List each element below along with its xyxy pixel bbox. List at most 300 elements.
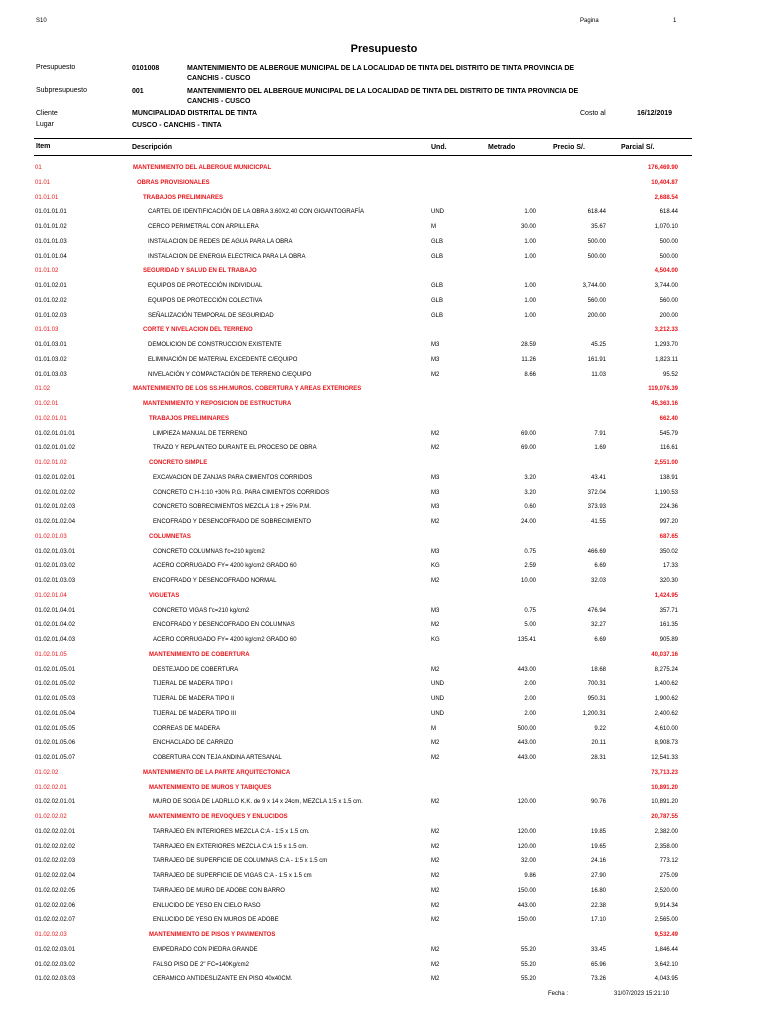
item-unit: M2: [431, 946, 440, 953]
item-code: 01.02.01.01: [35, 415, 67, 422]
item-unit: M2: [431, 755, 440, 761]
table-row: [0, 500, 768, 514]
table-section-row: [0, 648, 768, 662]
table-section-row: [0, 530, 768, 544]
item-description: INSTALACION DE REDES DE AGUA PARA LA OBRA: [148, 238, 293, 245]
fecha-label: Fecha :: [548, 991, 569, 997]
item-parcial: 2,400.62: [654, 710, 678, 717]
item-parcial: 161.35: [659, 622, 678, 629]
table-row: [0, 441, 768, 455]
item-code: 01.02.01.05.02: [35, 681, 76, 688]
item-code: 01.02.01.02.04: [35, 519, 76, 525]
item-code: 01.01.03.02: [35, 356, 67, 363]
presupuesto-description-line2: CANCHIS - CUSCO: [187, 75, 251, 82]
item-parcial: 2,551.00: [654, 460, 678, 466]
item-parcial: 73,713.23: [651, 769, 678, 776]
item-description: ENLUCIDO DE YESO EN CIELO RASO: [153, 902, 261, 909]
item-metrado: 10.00: [520, 578, 536, 584]
item-description: CONCRETO C:H-1:10 +30% P.G. PARA CIMIENTOS CORRIDOS: [153, 489, 330, 496]
item-parcial: 8,275.24: [654, 666, 678, 673]
item-metrado: 1.00: [524, 253, 536, 260]
table-row: [0, 368, 768, 382]
item-unit: M2: [431, 445, 440, 452]
item-parcial: 17.33: [662, 563, 678, 570]
item-code: 01.02.01.04.01: [35, 607, 76, 614]
column-header-und: Und.: [431, 144, 447, 151]
lugar-value: CUSCO - CANCHIS - TINTA: [132, 122, 222, 129]
item-precio: 22.38: [590, 902, 606, 909]
table-row: [0, 795, 768, 809]
item-precio: 65.96: [590, 961, 606, 968]
item-precio: 500.00: [587, 238, 606, 245]
item-unit: M2: [431, 740, 440, 747]
item-metrado: 150.00: [517, 917, 536, 924]
item-description: SEÑALIZACIÓN TEMPORAL DE SEGURIDAD: [148, 312, 274, 319]
item-unit: GLB: [431, 283, 444, 289]
item-code: 01.01.03.03: [35, 371, 67, 378]
item-precio: 950.31: [587, 696, 606, 702]
table-row: [0, 486, 768, 500]
table-section-row: [0, 456, 768, 470]
item-code: 01.02.02.02.03: [35, 858, 76, 865]
table-row: [0, 663, 768, 677]
item-precio: 90.76: [590, 799, 606, 806]
column-header-metrado: Metrado: [488, 144, 516, 151]
item-metrado: 120.00: [517, 828, 536, 835]
table-header-bottom-rule: [34, 155, 692, 156]
item-metrado: 2.59: [524, 563, 536, 570]
item-metrado: 500.00: [517, 725, 536, 732]
table-row: [0, 972, 768, 986]
item-precio: 1,200.31: [582, 710, 606, 717]
table-row: [0, 677, 768, 691]
table-header-top-rule: [34, 138, 692, 139]
item-code: 01.02.01.02.01: [35, 474, 76, 481]
item-metrado: 69.00: [520, 445, 536, 452]
item-precio: 11.03: [591, 371, 606, 378]
item-description: TARRAJEO DE SUPERFICIE DE COLUMNAS C:A - 1:5 x 1.5 cm: [153, 858, 328, 865]
item-code: 01.02.01.05.05: [35, 725, 76, 732]
table-row: [0, 840, 768, 854]
item-unit: M2: [431, 799, 440, 806]
table-section-row: [0, 382, 768, 396]
item-unit: M3: [431, 489, 440, 496]
item-code: 01.02.01.03.03: [35, 578, 76, 584]
item-parcial: 2,520.00: [654, 887, 678, 894]
item-code: 01.02.01.04.02: [35, 622, 76, 629]
item-unit: M3: [431, 548, 440, 555]
table-row: [0, 279, 768, 293]
item-code: 01.01.02: [35, 268, 59, 275]
item-precio: 41.55: [590, 519, 606, 525]
costo-label: Costo al: [580, 110, 606, 117]
item-metrado: 443.00: [517, 666, 536, 673]
item-description: CERCO PERIMETRAL CON ARPILLERA: [148, 224, 259, 230]
item-description: DEMOLICION DE CONSTRUCCION EXISTENTE: [148, 342, 282, 348]
item-unit: M2: [431, 873, 440, 879]
item-precio: 372.04: [587, 489, 606, 496]
item-code: 01.01.01: [35, 194, 59, 201]
item-parcial: 320.30: [659, 578, 678, 584]
presupuesto-description-line1: MANTENIMIENTO DE ALBERGUE MUNICIPAL DE LA LOCALIDAD DE TINTA DEL DISTRITO DE TINTA PROVINCIA DE: [187, 65, 575, 72]
page-label: Pagina: [580, 18, 599, 24]
item-unit: M: [431, 224, 436, 230]
column-header-parcial: Parcial S/.: [621, 144, 655, 151]
item-unit: UND: [431, 681, 444, 688]
item-description: ENCOFRADO Y DESENCOFRADO EN COLUMNAS: [153, 622, 295, 629]
item-description: TRABAJOS PRELIMINARES: [143, 194, 224, 201]
item-parcial: 2,565.00: [654, 917, 678, 924]
item-description: EQUIPOS DE PROTECCIÓN INDIVIDUAL: [148, 283, 263, 289]
item-unit: M3: [431, 356, 440, 363]
item-precio: 45.25: [590, 342, 606, 348]
item-precio: 35.67: [590, 224, 606, 230]
item-metrado: 150.00: [517, 887, 536, 894]
item-code: 01.02.01.05.03: [35, 696, 76, 702]
item-unit: M2: [431, 961, 440, 968]
item-code: 01.02.01.02.03: [35, 504, 76, 511]
item-code: 01.01.01.03: [35, 238, 67, 245]
item-parcial: 4,043.95: [654, 976, 678, 983]
item-parcial: 4,504.00: [654, 268, 678, 275]
item-code: 01.01.02.02: [35, 297, 67, 304]
item-parcial: 662.40: [659, 415, 678, 422]
table-row: [0, 633, 768, 647]
item-parcial: 618.44: [659, 209, 678, 216]
item-unit: M2: [431, 666, 440, 673]
item-description: SEGURIDAD Y SALUD EN EL TRABAJO: [143, 268, 257, 275]
presupuesto-label: Presupuesto: [36, 64, 76, 71]
item-parcial: 2,358.00: [654, 843, 678, 850]
item-metrado: 24.00: [520, 519, 536, 525]
item-description: OBRAS PROVISIONALES: [137, 179, 210, 186]
table-section-row: [0, 781, 768, 795]
item-description: MANTENIMIENTO DE MUROS Y TABIQUES: [149, 784, 272, 791]
item-parcial: 500.00: [659, 238, 678, 245]
item-precio: 6.69: [594, 563, 606, 570]
item-code: 01.02.02: [35, 769, 59, 776]
item-description: NIVELACIÓN Y COMPACTACIÓN DE TERRENO C/EQUIPO: [148, 371, 312, 378]
item-code: 01.01.02.01: [35, 283, 67, 289]
item-metrado: 32.00: [520, 858, 536, 865]
item-parcial: 9,914.34: [654, 902, 678, 909]
item-metrado: 1.00: [524, 209, 536, 216]
item-precio: 43.41: [590, 474, 606, 481]
item-parcial: 687.65: [659, 533, 678, 540]
item-description: CARTEL DE IDENTIFICACIÓN DE LA OBRA 3.60X2.40 CON GIGANTOGRAFÍA: [148, 209, 364, 216]
item-code: 01.02.02.02.05: [35, 887, 76, 894]
item-code: 01.02.01.05.07: [35, 755, 76, 761]
item-metrado: 443.00: [517, 755, 536, 761]
item-unit: M2: [431, 578, 440, 584]
item-description: MANTENIMIENTO DE REVOQUES Y ENLUCIDOS: [149, 814, 288, 820]
item-parcial: 20,787.55: [651, 814, 678, 820]
item-unit: UND: [431, 696, 444, 702]
table-row: [0, 913, 768, 927]
item-description: MANTENIMIENTO DE LA PARTE ARQUITECTONICA: [143, 769, 291, 776]
table-section-row: [0, 264, 768, 278]
item-unit: M2: [431, 887, 440, 894]
cliente-label: Cliente: [36, 110, 58, 117]
subpresupuesto-description-line1: MANTENIMIENTO DEL ALBERGUE MUNICIPAL DE LA LOCALIDAD DE TINTA DEL DISTRITO DE TINTA PROVINCIA DE: [187, 88, 579, 95]
item-description: FALSO PISO DE 2" FC=140Kg/cm2: [153, 961, 250, 968]
table-row: [0, 825, 768, 839]
item-description: CONCRETO VIGAS f'c=210 kg/cm2: [153, 607, 250, 614]
presupuesto-code: 0101008: [132, 65, 160, 72]
item-metrado: 1.00: [524, 238, 536, 245]
item-code: 01.02: [35, 386, 51, 393]
item-parcial: 545.79: [659, 430, 678, 437]
table-row: [0, 205, 768, 219]
table-row: [0, 353, 768, 367]
table-row: [0, 943, 768, 957]
table-row: [0, 604, 768, 618]
item-description: MANTENIMIENTO DE LOS SS.HH.MUROS. COBERTURA Y AREAS EXTERIORES: [133, 386, 362, 393]
item-metrado: 5.00: [524, 622, 536, 629]
item-precio: 20.11: [591, 740, 606, 747]
item-precio: 32.03: [590, 578, 606, 584]
item-code: 01.02.01.05.04: [35, 710, 76, 717]
item-code: 01.02.02.01: [35, 784, 67, 791]
item-metrado: 69.00: [520, 430, 536, 437]
item-precio: 6.69: [594, 637, 606, 643]
item-description: EQUIPOS DE PROTECCIÓN COLECTIVA: [148, 297, 263, 304]
item-parcial: 200.00: [659, 312, 678, 319]
item-description: ELIMINACIÓN DE MATERIAL EXCEDENTE C/EQUIPO: [148, 356, 298, 363]
item-parcial: 350.02: [659, 548, 678, 555]
item-parcial: 224.36: [659, 504, 678, 511]
item-unit: GLB: [431, 312, 444, 319]
item-metrado: 0.75: [524, 607, 536, 614]
subpresupuesto-description-line2: CANCHIS - CUSCO: [187, 98, 251, 105]
item-description: CORTE Y NIVELACION DEL TERRENO: [143, 327, 253, 334]
item-metrado: 2.00: [524, 710, 536, 717]
item-code: 01.02.01.02: [35, 460, 67, 466]
fecha-value: 31/07/2023 15:21:10: [614, 991, 670, 997]
item-parcial: 4,610.00: [654, 725, 678, 732]
item-description: ENLUCIDO DE YESO EN MUROS DE ADOBE: [153, 917, 279, 924]
item-precio: 28.31: [590, 755, 606, 761]
table-row: [0, 309, 768, 323]
item-precio: 560.00: [587, 297, 606, 304]
table-row: [0, 559, 768, 573]
item-code: 01.02.01.02.02: [35, 489, 76, 496]
item-code: 01.02.01.04: [35, 592, 67, 599]
cliente-value: MUNCIPALIDAD DISTRITAL DE TINTA: [132, 110, 258, 117]
item-description: TRABAJOS PRELIMINARES: [149, 415, 230, 422]
table-row: [0, 294, 768, 308]
table-section-row: [0, 810, 768, 824]
item-precio: 500.00: [587, 253, 606, 260]
item-description: COBERTURA CON TEJA ANDINA ARTESANAL: [153, 755, 282, 761]
item-precio: 16.80: [590, 887, 606, 894]
item-code: 01: [35, 165, 42, 171]
item-description: MANTENIMIENTO DEL ALBERGUE MUNICICPAL: [133, 165, 272, 171]
item-precio: 7.91: [594, 430, 606, 437]
item-description: INSTALACION DE ENERGIA ELECTRICA PARA LA OBRA: [148, 253, 306, 260]
item-metrado: 443.00: [517, 902, 536, 909]
table-row: [0, 899, 768, 913]
item-code: 01.02.02.02.04: [35, 873, 76, 879]
item-metrado: 1.00: [524, 283, 536, 289]
item-parcial: 2,382.00: [654, 828, 678, 835]
item-unit: M3: [431, 504, 440, 511]
table-row: [0, 869, 768, 883]
item-code: 01.02.01.05.01: [35, 666, 76, 673]
item-precio: 1.69: [594, 445, 606, 452]
item-precio: 73.26: [590, 976, 606, 983]
item-description: TIJERAL DE MADERA TIPO II: [153, 696, 235, 702]
item-unit: M3: [431, 607, 440, 614]
item-metrado: 28.59: [520, 342, 536, 348]
table-row: [0, 707, 768, 721]
item-code: 01.01.01.02: [35, 224, 67, 230]
item-precio: 24.16: [590, 858, 606, 865]
item-precio: 19.65: [590, 843, 606, 850]
subpresupuesto-code: 001: [132, 88, 144, 95]
item-metrado: 8.66: [524, 371, 536, 378]
item-metrado: 3.20: [524, 489, 536, 496]
item-parcial: 10,891.20: [651, 799, 678, 806]
item-parcial: 500.00: [659, 253, 678, 260]
item-metrado: 11.26: [521, 356, 536, 363]
item-precio: 19.85: [590, 828, 606, 835]
item-code: 01.02.01.05: [35, 651, 67, 658]
item-parcial: 1,424.95: [654, 592, 678, 599]
item-description: MANTENIMIENTO DE COBERTURA: [149, 651, 250, 658]
item-code: 01.02.02.03.02: [35, 961, 76, 968]
table-section-row: [0, 397, 768, 411]
item-parcial: 1,846.44: [654, 946, 678, 953]
item-unit: UND: [431, 209, 444, 216]
item-code: 01.02.02.01.01: [35, 799, 76, 806]
item-code: 01.02.01.03: [35, 533, 67, 540]
table-section-row: [0, 766, 768, 780]
item-code: 01.01.02.03: [35, 312, 67, 319]
item-parcial: 997.20: [659, 519, 678, 525]
table-section-row: [0, 323, 768, 337]
item-unit: M2: [431, 976, 440, 983]
item-description: CONCRETO COLUMNAS f'c=210 kg/cm2: [153, 548, 265, 555]
item-precio: 200.00: [587, 312, 606, 319]
item-unit: M2: [431, 902, 440, 909]
item-unit: KG: [431, 637, 440, 643]
item-description: TARRAJEO EN EXTERIORES MEZCLA C:A 1:5 x 1.5 cm.: [153, 843, 308, 850]
item-description: CONCRETO SOBRECIMIENTOS MEZCLA 1:8 + 25% P.M.: [153, 504, 311, 511]
item-precio: 700.31: [587, 681, 606, 688]
item-parcial: 12,541.33: [651, 755, 678, 761]
table-row: [0, 722, 768, 736]
item-description: CORREAS DE MADERA: [153, 725, 221, 732]
item-metrado: 55.20: [520, 946, 536, 953]
table-row: [0, 338, 768, 352]
table-row: [0, 618, 768, 632]
item-unit: KG: [431, 563, 440, 570]
table-row: [0, 235, 768, 249]
item-description: EXCAVACION DE ZANJAS PARA CIMIENTOS CORRIDOS: [153, 474, 313, 481]
software-code: S10: [36, 18, 47, 24]
item-precio: 17.10: [590, 917, 606, 924]
item-unit: M2: [431, 828, 440, 835]
item-description: TIJERAL DE MADERA TIPO III: [153, 710, 237, 717]
lugar-label: Lugar: [36, 121, 54, 128]
subpresupuesto-label: Subpresupuesto: [36, 87, 87, 94]
column-header-precio: Precio S/.: [553, 144, 585, 151]
item-parcial: 1,070.10: [654, 224, 678, 230]
item-unit: M2: [431, 622, 440, 629]
item-parcial: 1,293.70: [654, 342, 678, 348]
item-parcial: 10,891.20: [651, 784, 678, 791]
item-unit: M3: [431, 342, 440, 348]
item-code: 01.02.02.02.07: [35, 917, 76, 924]
item-description: EMPEDRADO CON PIEDRA GRANDE: [153, 946, 258, 953]
item-parcial: 9,532.49: [654, 932, 678, 938]
item-description: TIJERAL DE MADERA TIPO I: [153, 681, 233, 688]
item-metrado: 443.00: [517, 740, 536, 747]
item-code: 01.01: [35, 179, 51, 186]
table-row: [0, 515, 768, 529]
item-description: ENCOFRADO Y DESENCOFRADO NORMAL: [153, 578, 277, 584]
item-parcial: 1,900.62: [654, 696, 678, 702]
item-unit: M3: [431, 474, 440, 481]
item-parcial: 119,076.39: [648, 386, 678, 393]
item-description: CERAMICO ANTIDESLIZANTE EN PISO 40x40CM.: [153, 976, 293, 983]
item-description: ACERO CORRUGADO FY= 4200 kg/cm2 GRADO 60: [153, 563, 297, 570]
item-parcial: 45,363.16: [651, 401, 678, 407]
item-description: ACERO CORRUGADO FY= 4200 kg/cm2 GRADO 60: [153, 637, 297, 643]
item-code: 01.01.03: [35, 327, 59, 334]
item-precio: 3,744.00: [582, 283, 606, 289]
item-parcial: 10,404.87: [651, 179, 678, 186]
item-unit: M: [431, 725, 436, 732]
item-parcial: 773.12: [659, 858, 678, 865]
item-description: MANTENIMIENTO Y REPOSICION DE ESTRUCTURA: [143, 401, 292, 407]
item-precio: 161.91: [587, 356, 606, 363]
table-section-row: [0, 412, 768, 426]
item-code: 01.02.02.03: [35, 932, 67, 938]
table-row: [0, 854, 768, 868]
column-header-descripcion: Descripción: [132, 144, 173, 151]
item-precio: 476.94: [587, 607, 606, 614]
item-code: 01.01.01.04: [35, 253, 67, 260]
item-parcial: 138.91: [659, 474, 678, 481]
item-precio: 32.27: [590, 622, 606, 629]
item-metrado: 2.00: [524, 681, 536, 688]
item-parcial: 275.09: [659, 873, 678, 879]
table-section-row: [0, 191, 768, 205]
item-parcial: 905.89: [659, 637, 678, 643]
table-row: [0, 736, 768, 750]
item-unit: M2: [431, 917, 440, 924]
item-metrado: 135.41: [517, 637, 536, 643]
item-code: 01.02.01.01.01: [35, 430, 76, 437]
item-metrado: 120.00: [517, 843, 536, 850]
item-parcial: 8,908.73: [654, 740, 678, 747]
item-description: ENCOFRADO Y DESENCOFRADO DE SOBRECIMIENTO: [153, 519, 312, 525]
item-parcial: 560.00: [659, 297, 678, 304]
item-precio: 9.22: [594, 725, 606, 732]
item-metrado: 0.60: [524, 504, 536, 511]
item-precio: 33.45: [590, 946, 606, 953]
costo-date: 16/12/2019: [637, 110, 673, 117]
item-parcial: 1,823.11: [655, 356, 678, 363]
item-unit: M2: [431, 519, 440, 525]
item-precio: 373.93: [587, 504, 606, 511]
item-code: 01.02.01.05.06: [35, 740, 76, 747]
item-metrado: 55.20: [520, 961, 536, 968]
table-section-row: [0, 161, 768, 175]
item-description: ENCHACLADO DE CARRIZO: [153, 740, 234, 747]
